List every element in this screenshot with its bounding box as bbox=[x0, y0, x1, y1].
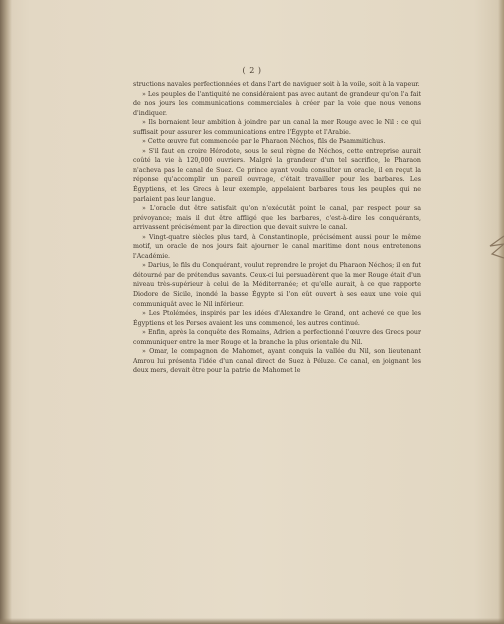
paragraph: » Les peuples de l'antiquité ne considéraient pas avec autant de grandeur qu'on l'a fait de nos jours les communications commerciales à créer par la voie que nous venons d'indiquer. bbox=[133, 90, 421, 117]
paragraph: » Darius, le fils du Conquérant, voulut reprendre le projet du Pharaon Néchos; il en fut détourné par de prétendus savants. Ceux-ci lui persuadèrent que la mer Rouge était d'un niveau très-supérieur à celui de la Méditerranée; et qu'elle aurait, à ce que rapporte Diodore de Sicile, inondé la basse Égypte si l'on eût ouvert à ses eaux une voie qui communiquât avec le Nil inférieur. bbox=[133, 262, 421, 308]
page-binding-shadow bbox=[0, 0, 12, 624]
page-bottom-edge bbox=[0, 618, 504, 624]
paragraph: » L'oracle dut être satisfait qu'on n'exécutât point le canal, par respect pour sa prévoyance; mais il dut être affligé que les barbares, c'est-à-dire les conquérants, arrivassent précisément par la direction que devait suivre le canal. bbox=[133, 205, 421, 232]
paragraph: » Omar, le compagnon de Mahomet, ayant conquis la vallée du Nil, son lieutenant Amrou lui présenta l'idée d'un canal direct de Suez à Péluze. Ce canal, en joignant les deux mers, devait être pour la patrie de Mahomet le bbox=[133, 348, 421, 375]
page-number: ( 2 ) bbox=[242, 66, 262, 75]
paragraph: » Enfin, après la conquête des Romains, Adrien a perfectionné l'œuvre des Grecs pour communiquer entre la mer Rouge et la branche la plus orientale du Nil. bbox=[133, 329, 421, 346]
paragraph: » Les Ptolémées, inspirés par les idées d'Alexandre le Grand, ont achevé ce que les Égyptiens et les Perses avaient les uns commencé, les autres continué. bbox=[133, 310, 421, 327]
body-text bbox=[133, 80, 421, 376]
paragraph: » S'il faut en croire Hérodote, sous le seul règne de Néchos, cette entreprise aurait coûté la vie à 120,000 ouvriers. Malgré la grandeur d'un tel sacrifice, le Pharaon n'acheva pas le canal de Suez. Ce prince ayant voulu consulter un oracle, il en reçut la réponse qu'accomplir un pareil ouvrage, c'était travailler pour les barbares. Les Égyptiens, et les Grecs à leur exemple, appelaient barbares tous les peuples qui ne parlaient pas leur langue. bbox=[133, 147, 421, 203]
page-right-edge bbox=[498, 0, 504, 624]
paragraph: » Vingt-quatre siècles plus tard, à Constantinople, précisément aussi pour le même motif, un oracle de nos jours fait ajourner le canal maritime dont nous entretenons l'Académie. bbox=[133, 233, 421, 260]
paragraph: structions navales perfectionnées et dans l'art de naviguer soit à la voile, soit à la vapeur. bbox=[133, 81, 420, 88]
paragraph: » Ils bornaient leur ambition à joindre par un canal la mer Rouge avec le Nil : ce qui suffisait pour assurer les communications entre l'Égypte et l'Arabie. bbox=[133, 119, 421, 136]
paragraph: » Cette œuvre fut commencée par le Pharaon Néchos, fils de Psammitichus. bbox=[142, 138, 386, 146]
paper-fold-mark bbox=[484, 232, 504, 262]
